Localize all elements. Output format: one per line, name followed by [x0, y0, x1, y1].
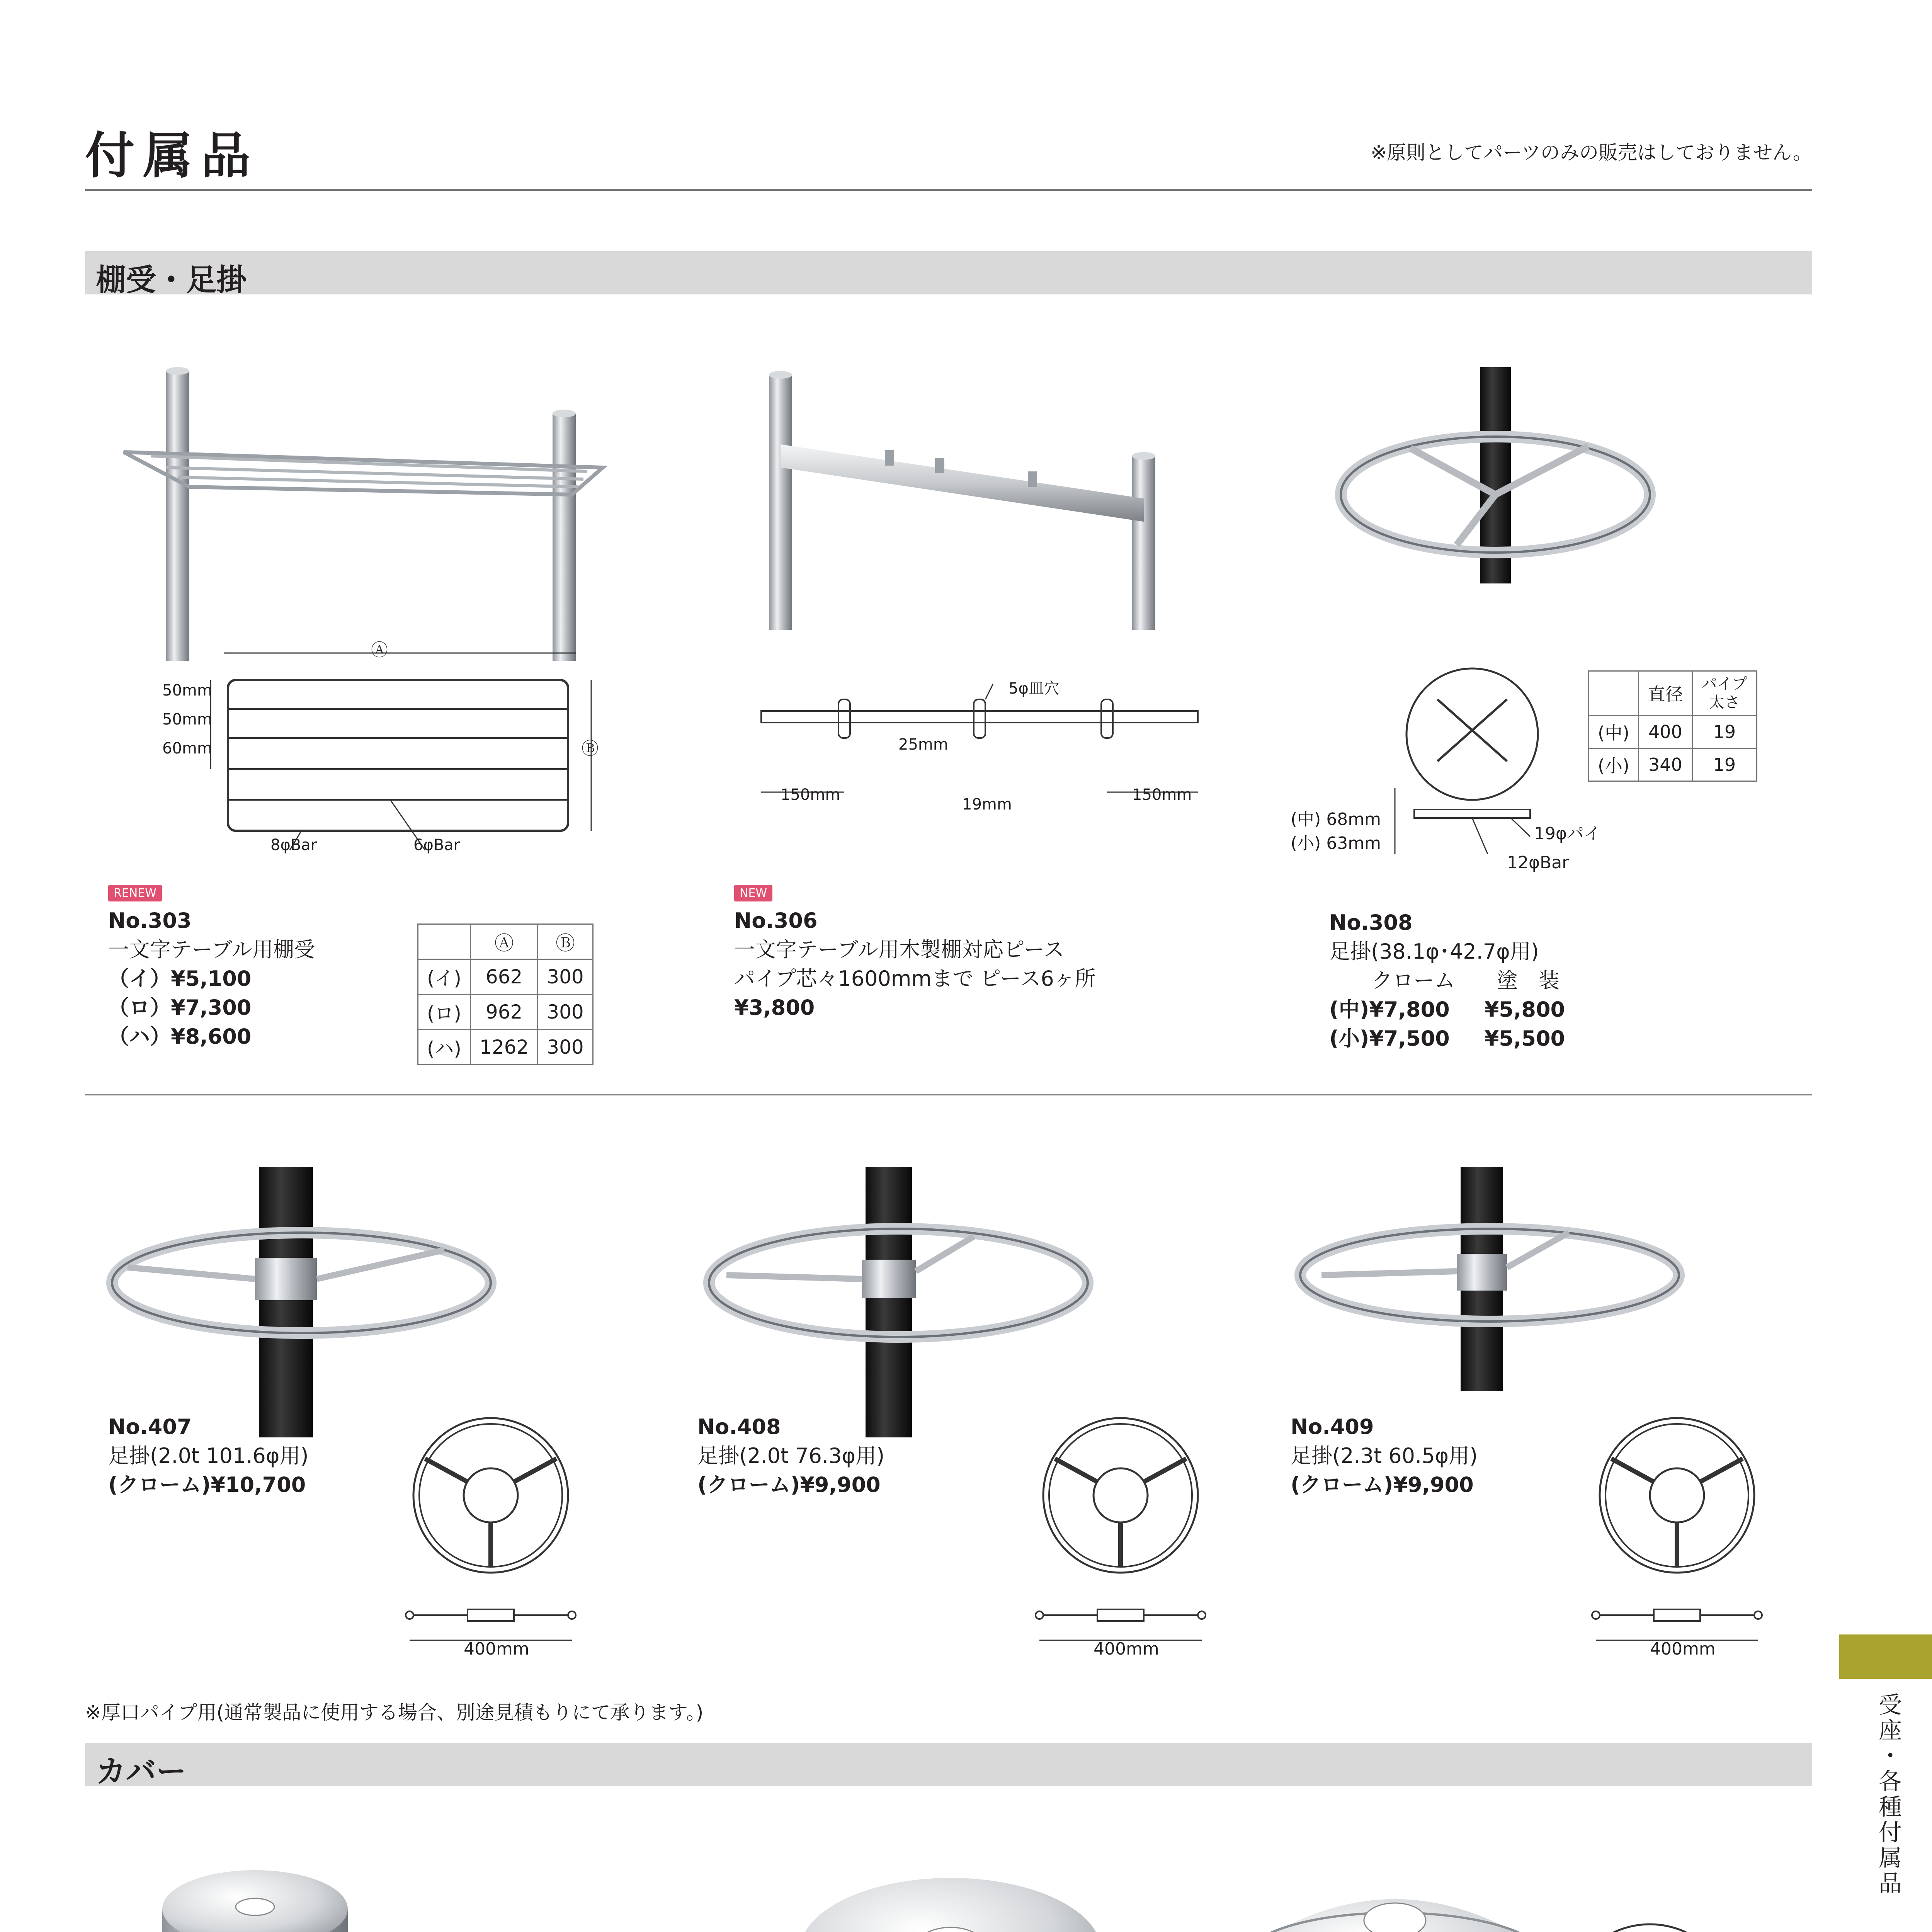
price-ro: （ロ）¥7,300: [108, 995, 252, 1020]
footrest-308-photo: [1321, 367, 1669, 583]
product-no: No.306: [734, 908, 818, 933]
rack-outline: [228, 680, 568, 831]
dim-400: 400mm: [1094, 1639, 1159, 1659]
piece-photo: [757, 367, 1182, 638]
header-rule: [85, 189, 1812, 191]
thick-pipe-note: ※厚口パイプ用(通常製品に使用する場合、別途見積もりにて承ります。): [85, 1701, 704, 1724]
dim-150-right: 150mm: [1132, 786, 1192, 804]
ring-408-drawing: [1028, 1414, 1209, 1662]
product-spec: パイプ芯々1600mmまで ピース6ヶ所: [734, 966, 1096, 991]
table-303: Ⓐ Ⓑ (イ) 662 300 (ロ) 962 300 (ハ) 1262 300: [417, 923, 594, 1065]
price-i: （イ）¥5,100: [108, 966, 252, 991]
dim-150-left: 150mm: [781, 786, 840, 804]
rack-photo: [108, 359, 641, 668]
dims-308: (中) 68mm (小) 63mm: [1291, 810, 1381, 853]
side-tab-marker: [1839, 1634, 1932, 1679]
cover-602-photo: [155, 1859, 355, 1932]
product-407-info: No.407 足掛(2.0t 101.6φ用) (クローム)¥10,700: [108, 1415, 309, 1497]
piece-bar: [781, 444, 1144, 522]
product-409-info: No.409 足掛(2.3t 60.5φ用) (クローム)¥9,900: [1291, 1415, 1478, 1497]
rack-pole-right-top: [553, 410, 576, 417]
pipe-label: 19φパイ: [1534, 824, 1601, 844]
ring-407-drawing: [398, 1414, 580, 1662]
dim-25: 25mm: [898, 736, 948, 753]
footrest-409-photo: [1287, 1167, 1696, 1437]
dim-60: 60mm: [162, 740, 212, 757]
sales-note: ※原則としてパーツのみの販売はしておりません。: [1371, 141, 1812, 164]
product-408-info: No.408 足掛(2.0t 76.3φ用) (クローム)¥9,900: [697, 1415, 885, 1497]
product-price: ¥3,800: [734, 995, 815, 1020]
product-no: No.308: [1329, 910, 1413, 935]
dim-19: 19mm: [962, 796, 1012, 813]
product-name: 一文字テーブル用棚受: [108, 937, 315, 962]
cover-608-photo: [1236, 1862, 1553, 1932]
piece-tab: [1028, 471, 1037, 487]
dim-b: Ⓑ: [582, 739, 599, 759]
footrest-308-drawing: [1383, 657, 1615, 889]
renew-badge: RENEW: [108, 885, 162, 901]
piece-outline: [761, 711, 1198, 723]
price-head: クローム 塗 装: [1372, 968, 1560, 993]
product-name: 一文字テーブル用木製棚対応ピース: [734, 937, 1065, 962]
new-badge: NEW: [734, 885, 772, 901]
product-no: No.303: [108, 908, 192, 933]
product-name: 足掛(38.1φ･42.7φ用): [1329, 939, 1539, 964]
page-title: 付属品: [85, 127, 259, 185]
bar-6-label: 6φBar: [413, 836, 460, 854]
ring-409-drawing: [1584, 1414, 1766, 1662]
cover-607-photo: [792, 1870, 1109, 1932]
piece-pole-right: [1132, 456, 1155, 630]
footrest-408-photo: [696, 1167, 1101, 1437]
row-divider: [85, 1094, 1812, 1095]
product-306-info: [734, 906, 1096, 1022]
rack-pole-right: [553, 413, 576, 661]
section-title: 棚受・足掛: [96, 263, 247, 298]
product-308-info: No.308 足掛(38.1φ･42.7φ用) クローム 塗 装 (中)¥7,800 ¥5,800 (小)¥7,500 ¥5,500: [1329, 908, 1565, 1053]
side-tab-label: 受座・各種付属品: [1875, 1692, 1902, 1896]
dim-400: 400mm: [1650, 1639, 1716, 1659]
bar-label: 12φBar: [1507, 853, 1569, 872]
piece-tab: [885, 450, 894, 466]
rack-drawing: [155, 634, 634, 866]
section-shelf-foot: [85, 251, 1812, 298]
dim-400: 400mm: [464, 1639, 529, 1659]
ring-outline: [1406, 668, 1538, 800]
dim-50b: 50mm: [162, 711, 212, 728]
product-303-info: [108, 906, 315, 1051]
price-ha: （ハ）¥8,600: [108, 1024, 252, 1049]
piece-tab: [935, 458, 944, 473]
footrest-407-photo: [108, 1167, 526, 1437]
table-308: 直径 パイプ太さ (中) 400 19 (小) 340 19: [1588, 670, 1757, 782]
section-cover: [85, 1743, 1812, 1789]
rack-pole-left: [166, 371, 189, 661]
cover-608-drawing: [1538, 1924, 1808, 1932]
hole-label: 5φ皿穴: [1009, 680, 1060, 697]
dim-50a: 50mm: [162, 682, 212, 699]
section-title: カバー: [96, 1754, 187, 1789]
piece-pole-left: [769, 375, 792, 630]
bar-8-label: 8φBar: [270, 836, 317, 854]
rack-pole-left-top: [166, 367, 189, 375]
dim-a: Ⓐ: [371, 640, 388, 660]
